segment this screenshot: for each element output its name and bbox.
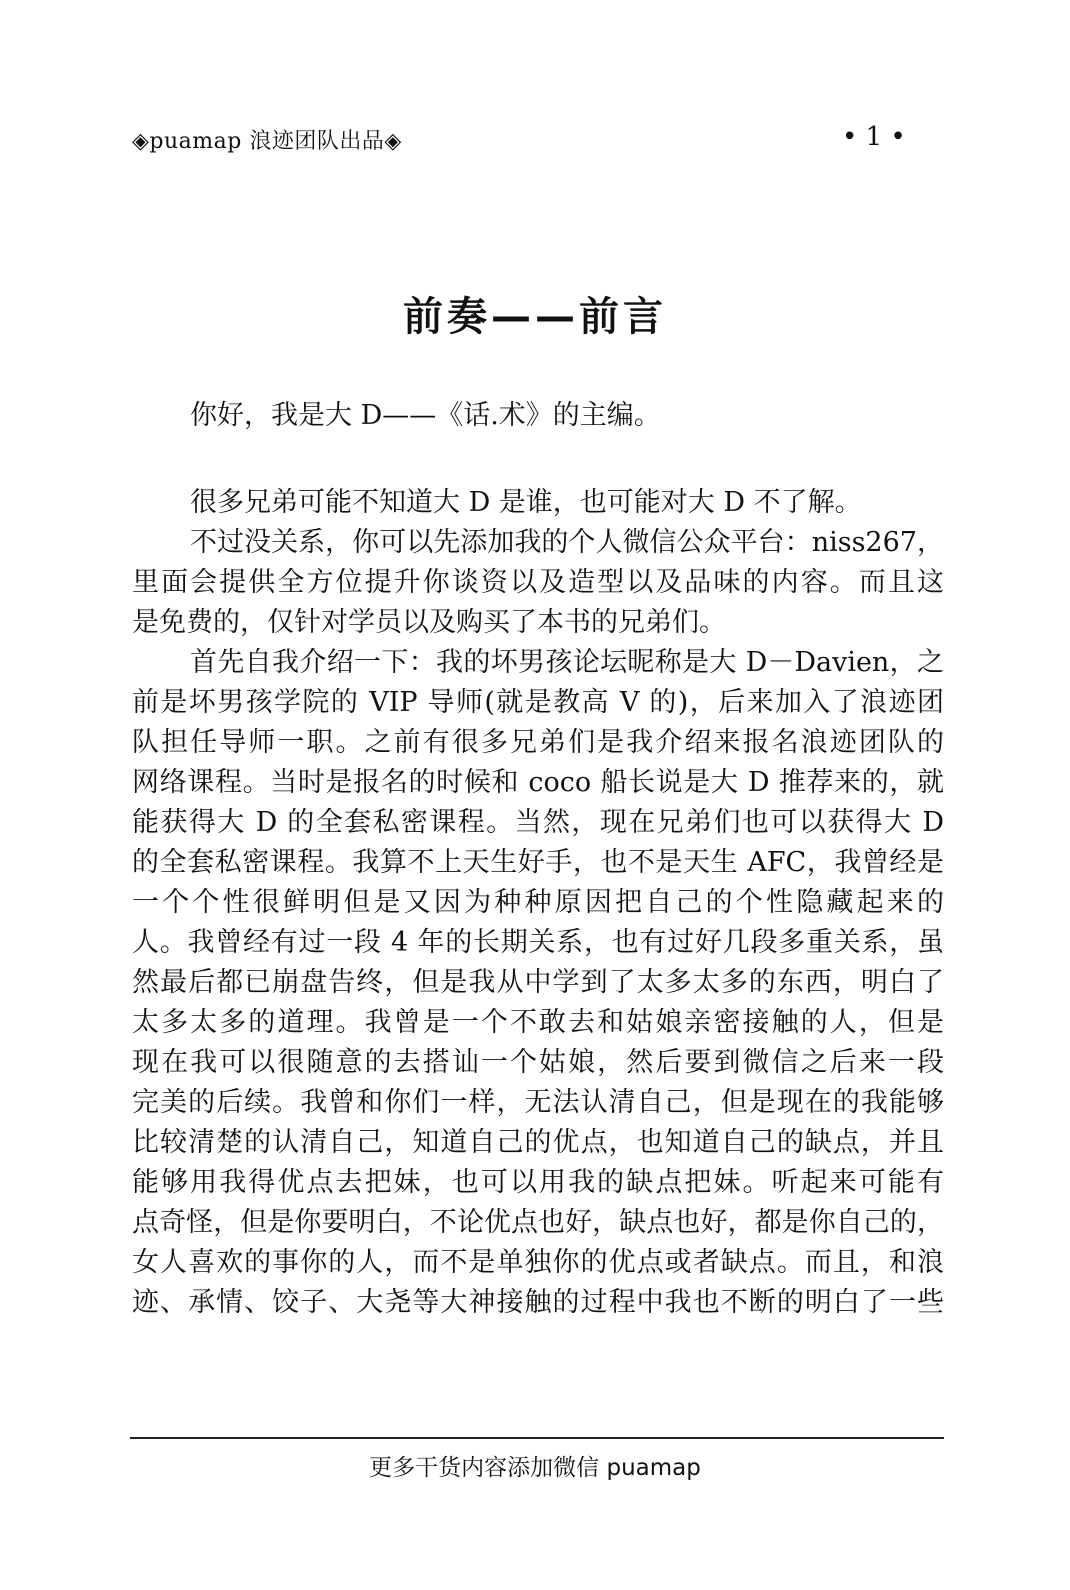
running-header: ◈puamap 浪迹团队出品◈ [132,129,402,154]
text-line: 点奇怪，但是你要明白，不论优点也好，缺点也好，都是你自己的， [132,1207,944,1238]
text-line: 前是坏男孩学院的 VIP 导师(就是教高 V 的)，后来加入了浪迹团 [132,687,944,718]
text-line: 网络课程。当时是报名的时候和 coco 船长说是大 D 推荐来的，就 [132,767,944,798]
text-line: 你好，我是大 D——《话.术》的主编。 [190,400,661,431]
text-line: 现在我可以很随意的去搭讪一个姑娘，然后要到微信之后来一段 [132,1047,944,1078]
chapter-title: 前奏——前言 [403,294,667,340]
main-text [132,483,944,1323]
text-line: 很多兄弟可能不知道大 D 是谁，也可能对大 D 不了解。 [190,487,862,518]
paragraph-3 [132,643,944,1323]
greeting-paragraph [132,396,944,436]
text-line: 一个个性很鲜明但是又因为种种原因把自己的个性隐藏起来的 [132,887,944,918]
text-line: 然最后都已崩盘告终，但是我从中学到了太多太多的东西，明白了 [132,967,944,998]
text-line: 里面会提供全方位提升你谈资以及造型以及品味的内容。而且这 [132,567,944,598]
text-line: 能够用我得优点去把妹，也可以用我的缺点把妹。听起来可能有 [132,1167,944,1198]
text-line: 是免费的，仅针对学员以及购买了本书的兄弟们。 [132,607,726,638]
text-line: 比较清楚的认清自己，知道自己的优点，也知道自己的缺点，并且 [132,1127,944,1158]
page-footer: 更多干货内容添加微信 puamap [369,1455,701,1481]
page-number: • 1 • [842,122,906,152]
paragraph-1 [132,483,944,523]
text-line: 不过没关系，你可以先添加我的个人微信公众平台：niss267， [190,527,944,558]
text-line: 女人喜欢的事你的人，而不是单独你的优点或者缺点。而且，和浪 [132,1247,944,1278]
text-line: 太多太多的道理。我曾是一个不敢去和姑娘亲密接触的人，但是 [132,1007,944,1038]
text-line: 首先自我介绍一下：我的坏男孩论坛昵称是大 D－Davien，之 [190,647,944,678]
text-line: 能获得大 D 的全套私密课程。当然，现在兄弟们也可以获得大 D [132,807,944,838]
text-line: 的全套私密课程。我算不上天生好手，也不是天生 AFC，我曾经是 [132,847,944,878]
text-line: 队担任导师一职。之前有很多兄弟们是我介绍来报名浪迹团队的 [132,727,944,758]
footer-divider [130,1437,944,1439]
text-line: 完美的后续。我曾和你们一样，无法认清自己，但是现在的我能够 [132,1087,944,1118]
paragraph-2 [132,523,944,643]
text-line: 迹、承情、饺子、大尧等大神接触的过程中我也不断的明白了一些 [132,1287,944,1318]
text-line: 人。我曾经有过一段 4 年的长期关系，也有过好几段多重关系，虽 [132,927,944,958]
